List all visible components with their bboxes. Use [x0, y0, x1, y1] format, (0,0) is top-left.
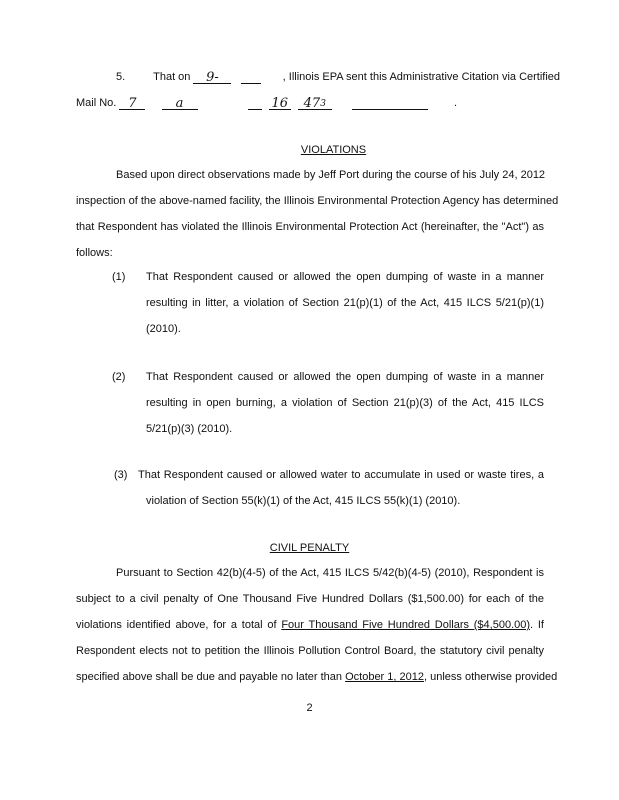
civil-penalty-line-3-after: . If: [530, 619, 544, 631]
civil-penalty-line-4: Respondent elects not to petition the Illinois Pollution Control Board, the statutory civil penalty: [76, 645, 544, 657]
handwritten-mail-5: 3: [320, 99, 326, 109]
violation-1-line-1: That Respondent caused or allowed the open dumping of waste in a manner: [146, 271, 544, 283]
civil-penalty-line-2: subject to a civil penalty of One Thousand Five Hundred Dollars ($1,500.00) for each of the: [76, 593, 544, 605]
violation-1-number: (1): [112, 271, 126, 283]
violation-3-line-1: That Respondent caused or allowed water to accumulate in used or waste tires, a: [138, 469, 544, 481]
violation-2-number: (2): [112, 371, 126, 383]
violations-intro-line-4: follows:: [76, 247, 113, 259]
mail-blank-3: [248, 97, 262, 110]
mail-blank-6: [352, 97, 428, 110]
violations-heading: VIOLATIONS: [300, 144, 367, 156]
date-blank-2: [241, 71, 261, 84]
citation-text-after-date: , Illinois EPA sent this Administrative Citation via Certified: [282, 71, 561, 83]
civil-penalty-line-5: [76, 670, 558, 684]
violation-2-line-3: 5/21(p)(3) (2010).: [146, 423, 233, 435]
civil-penalty-line-5-before: specified above shall be due and payable no later than: [76, 671, 343, 683]
handwritten-mail-1: 7: [128, 96, 137, 111]
civil-penalty-line-5-after: , unless otherwise provided: [423, 671, 558, 683]
violation-2-line-1: That Respondent caused or allowed the open dumping of waste in a manner: [146, 371, 544, 383]
violations-intro-line-3: that Respondent has violated the Illinois Environmental Protection Act (hereinafter, the "Act") as: [76, 221, 544, 233]
handwritten-mail-3: 16: [271, 96, 288, 111]
handwritten-date-1: 9-: [206, 70, 219, 85]
mail-period: .: [454, 97, 458, 109]
citation-line-2: [76, 96, 457, 110]
page-number: 2: [306, 702, 313, 714]
violation-1-line-3: (2010).: [146, 323, 181, 335]
mail-blank-2: [162, 97, 198, 110]
violation-1-line-2: resulting in litter, a violation of Section 21(p)(1) of the Act, 415 ILCS 5/21(p)(1): [146, 297, 544, 309]
violation-3-number: (3): [114, 469, 128, 481]
handwritten-mail-2: a: [175, 96, 184, 111]
civil-penalty-total-amount: Four Thousand Five Hundred Dollars ($4,500.00): [281, 619, 531, 631]
civil-penalty-line-3-before: violations identified above, for a total of: [76, 619, 277, 631]
violations-intro-line-2: inspection of the above-named facility, the Illinois Environmental Protection Agency has determined: [76, 195, 559, 207]
date-blank-1: [193, 71, 231, 84]
civil-penalty-due-date: October 1, 2012: [345, 671, 424, 683]
mail-blank-1: [119, 97, 145, 110]
citation-text-before-date: That on: [153, 71, 191, 83]
handwritten-mail-4: 47: [303, 96, 321, 111]
mail-label: Mail No.: [76, 97, 117, 109]
violation-2-line-2: resulting in open burning, a violation of Section 21(p)(3) of the Act, 415 ILCS: [146, 397, 544, 409]
violation-3-line-2: violation of Section 55(k)(1) of the Act, 415 ILCS 55(k)(1) (2010).: [146, 495, 461, 507]
citation-line-1: [116, 70, 560, 84]
civil-penalty-line-3: [76, 618, 544, 632]
mail-blank-5: [298, 97, 332, 110]
mail-blank-4: [269, 97, 291, 110]
violations-intro-line-1: Based upon direct observations made by Jeff Port during the course of his July 24, 2012: [116, 169, 546, 181]
item-number: 5.: [116, 71, 126, 83]
civil-penalty-heading: CIVIL PENALTY: [269, 542, 350, 554]
civil-penalty-line-1: Pursuant to Section 42(b)(4-5) of the Act, 415 ILCS 5/42(b)(4-5) (2010), Respondent is: [116, 567, 544, 579]
